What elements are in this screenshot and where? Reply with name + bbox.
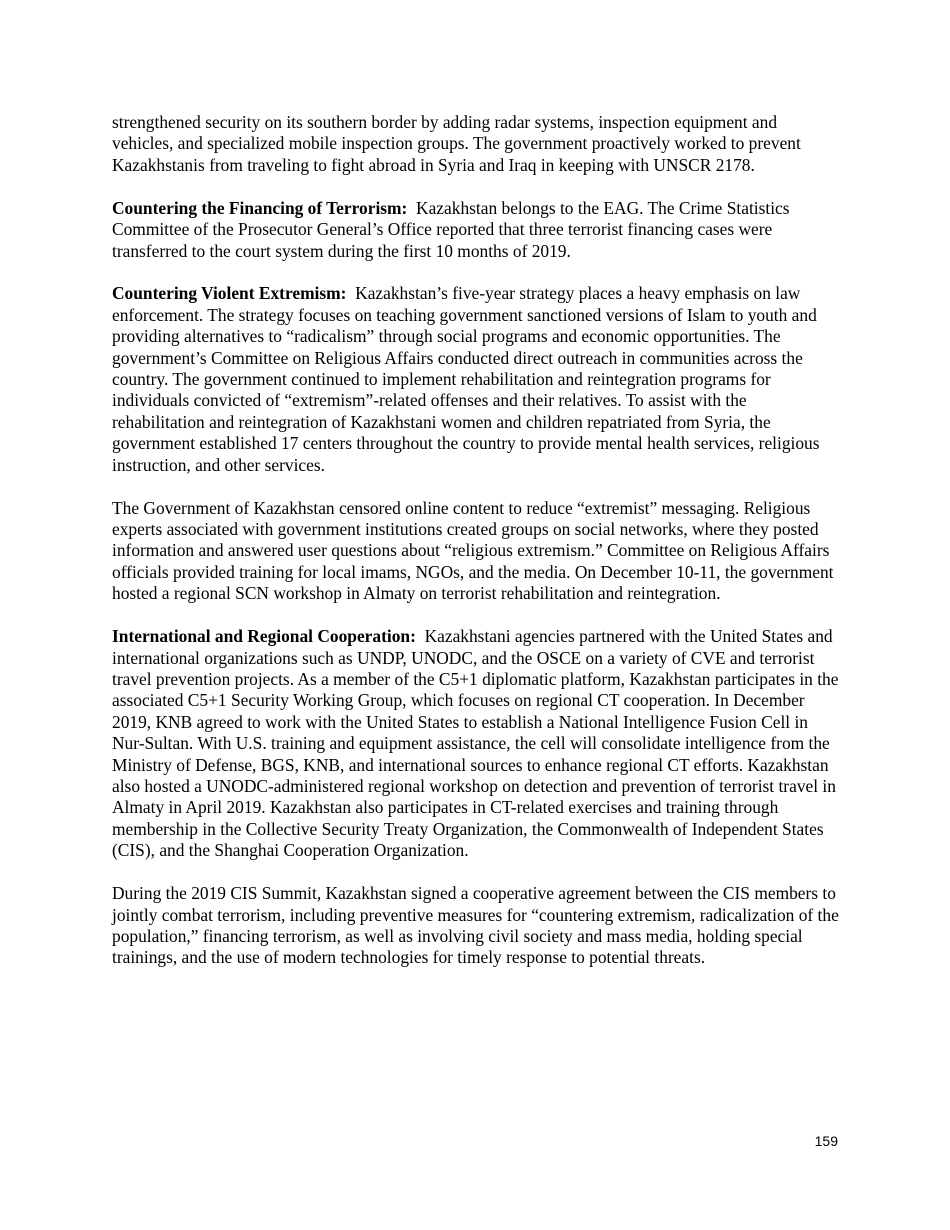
paragraph-violent-extremism [112, 283, 840, 476]
paragraph-text: Kazakhstan belongs to the EAG. The Crime Statistics Committee of the Prosecutor General’s Office reported that three terrorist financing cases were transferred to the court system during the first 10 months of 2019. [112, 197, 790, 261]
paragraph-text: During the 2019 CIS Summit, Kazakhstan signed a cooperative agreement between the CIS members to jointly combat terrorism, including preventive measures for “countering extremism, radicalization of the population,” financing terrorism, as well as involving civil society and mass media, holding special trainings, and the use of modern technologies for timely response to potential threats. [112, 883, 839, 968]
paragraph-border-security [112, 112, 840, 176]
paragraph-online-censorship [112, 498, 840, 605]
paragraph-international-cooperation [112, 626, 840, 861]
paragraph-financing-terrorism [112, 198, 840, 262]
section-heading: Countering Violent Extremism: [112, 283, 347, 304]
paragraph-cis-summit [112, 883, 840, 969]
document-body [112, 112, 840, 990]
page-number: 159 [814, 1133, 838, 1149]
paragraph-text: strengthened security on its southern border by adding radar systems, inspection equipment and vehicles, and specialized mobile inspection groups. The government proactively worked to prevent Kazakhstanis from traveling to fight abroad in Syria and Iraq in keeping with UNSCR 2178. [112, 112, 801, 175]
paragraph-text: The Government of Kazakhstan censored online content to reduce “extremist” messaging. Religious experts associated with government institutions created groups on social networks, where they posted information and answered user questions about “religious extremism.” Committee on Religious Affairs officials provided training for local imams, NGOs, and the media. On December 10-11, the government hosted a regional SCN workshop in Almaty on terrorist rehabilitation and reintegration. [112, 497, 834, 604]
paragraph-text: Kazakhstani agencies partnered with the United States and international organizations such as UNDP, UNODC, and the OSCE on a variety of CVE and terrorist travel prevention projects. As a member of the C5+1 diplomatic platform, Kazakhstan participates in the associated C5+1 Security Working Group, which focuses on regional CT cooperation. In December 2019, KNB agreed to work with the United States to establish a National Intelligence Fusion Cell in Nur-Sultan. With U.S. training and equipment assistance, the cell will consolidate intelligence from the Ministry of Defense, BGS, KNB, and international sources to enhance regional CT efforts. Kazakhstan also hosted a UNODC-administered regional workshop on detection and prevention of terrorist travel in Almaty in April 2019. Kazakhstan also participates in CT-related exercises and training through membership in the Collective Security Treaty Organization, the Commonwealth of Independent States (CIS), and the Shanghai Cooperation Organization. [112, 626, 839, 861]
paragraph-text: Kazakhstan’s five-year strategy places a heavy emphasis on law enforcement. The strategy focuses on teaching government sanctioned versions of Islam to youth and providing alternatives to “radicalism” through social programs and economic opportunities. The government’s Committee on Religious Affairs conducted direct outreach in communities across the country. The government continued to implement rehabilitation and reintegration programs for individuals convicted of “extremism”-related offenses and their relatives. To assist with the rehabilitation and reintegration of Kazakhstani women and children repatriated from Syria, the government established 17 centers throughout the country to provide mental health services, religious instruction, and other services. [112, 283, 820, 475]
section-heading: Countering the Financing of Terrorism: [112, 197, 408, 218]
section-heading: International and Regional Cooperation: [112, 626, 416, 647]
